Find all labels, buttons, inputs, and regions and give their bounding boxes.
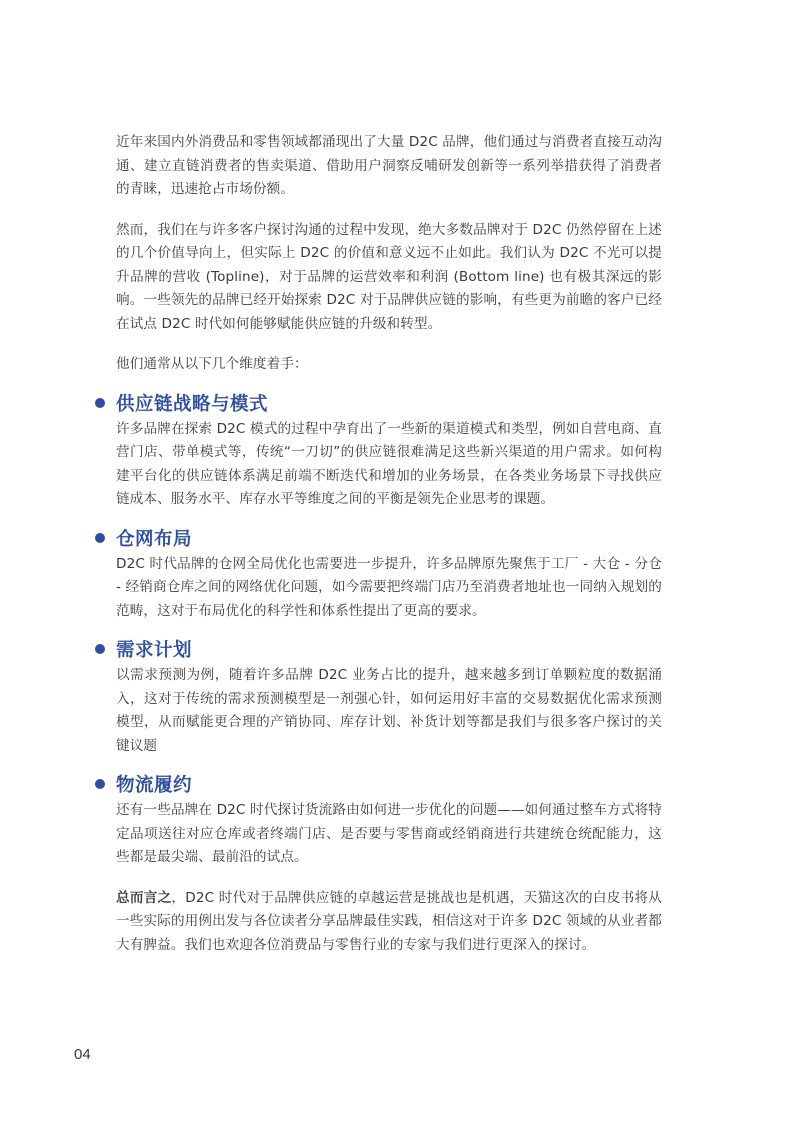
intro-paragraph-1: 近年来国内外消费品和零售领域都涌现出了大量 D2C 品牌，他们通过与消费者直接互动沟通、建立直链消费者的售卖渠道、借助用户洞察反哺研发创新等一系列举措获得了消费者的青睐，迅速抢占市场份额。 [116, 134, 662, 197]
intro-lead: 他们通常从以下几个维度着手： [116, 356, 308, 372]
closing-paragraph [116, 887, 662, 958]
section-title: 需求计划 [116, 640, 193, 661]
section-supply-chain-strategy [116, 388, 662, 512]
intro-paragraph-2: 然而，我们在与许多客户探讨沟通的过程中发现，绝大多数品牌对于 D2C 仍然停留在上述的几个价值导向上，但实际上 D2C 的价值和意义远不止如此。我们认为 D2C 不光可以提升品牌的营收 (Topline)，对于品牌的运营效率和利润 (Bottom line) 也有极其深远的影响。一些领先的品牌已经开始探索 D2C 对于品牌供应链的影响，有些更为前瞻的客户已经在试点 D2C 时代如何能够赋能供应链的升级和转型。 [116, 221, 662, 332]
bullet-dot-icon [95, 779, 105, 789]
section-body: 以需求预测为例，随着许多品牌 D2C 业务占比的提升，越来越多到订单颗粒度的数据涌入，这对于传统的需求预测模型是一剂强心针，如何运用好丰富的交易数据优化需求预测模型，从而赋能更合理的产销协同、库存计划、补货计划等都是我们与很多客户探讨的关键议题 [116, 667, 662, 754]
closing-text: ，D2C 时代对于品牌供应链的卓越运营是挑战也是机遇，天猫这次的白皮书将从一些实际的用例出发与各位读者分享品牌最佳实践，相信这对于许多 D2C 领域的从业者都大有脾益。我们也欢迎各位消费品与零售行业的专家与我们进行更深入的探讨。 [116, 889, 662, 953]
section-body: 还有一些品牌在 D2C 时代探讨货流路由如何进一步优化的问题——如何通过整车方式将特定品项送往对应仓库或者终端门店、是否要与零售商或经销商进行共建统仓统配能力，这些都是最尖端、最前沿的试点。 [116, 802, 662, 865]
section-title: 仓网布局 [116, 528, 193, 550]
section-title: 物流履约 [116, 775, 193, 796]
section-title: 供应链战略与模式 [116, 393, 269, 415]
section-warehouse-network [116, 523, 662, 624]
bullet-dot-icon [95, 644, 105, 654]
page-number: 04 [74, 1046, 91, 1063]
bullet-dot-icon [95, 533, 105, 543]
closing-lead-in: 总而言之 [116, 889, 172, 906]
article-body [116, 131, 662, 957]
section-body: 许多品牌在探索 D2C 模式的过程中孕育出了一些新的渠道模式和类型，例如自营电商、直营门店、带单模式等，传统“一刀切”的供应链很难满足这些新兴渠道的用户需求。如何构建平台化的供应链体系满足前端不断迭代和增加的业务场景，在各类业务场景下寻找供应链成本、服务水平、库存水平等维度之间的平衡是领先企业思考的课题。 [116, 420, 662, 507]
section-logistics-fulfillment [116, 769, 662, 870]
bullet-dot-icon [95, 398, 105, 408]
section-body: D2C 时代品牌的仓网全局优化也需要进一步提升，许多品牌原先聚焦于工厂 - 大仓 - 分仓 - 经销商仓库之间的网络优化问题，如今需要把终端门店乃至消费者地址也一同纳入规划的范畴，这对于布局优化的科学性和体系性提出了更高的要求。 [116, 555, 662, 619]
section-demand-planning [116, 634, 662, 758]
